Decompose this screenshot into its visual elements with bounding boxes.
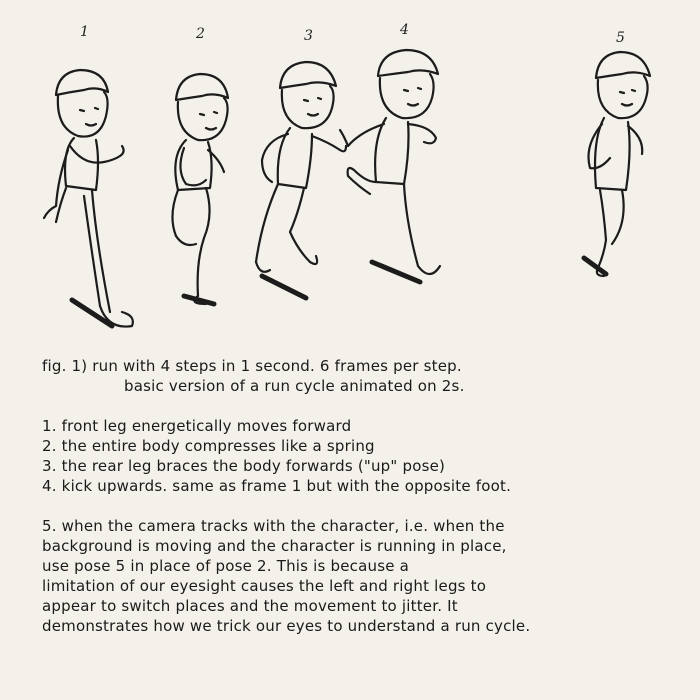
frame-number-3: 3 [304, 28, 313, 44]
run-cycle-sketch [0, 0, 700, 340]
caption-title-line-1: fig. 1) run with 4 steps in 1 second. 6 frames per step. [42, 357, 462, 375]
frame-number-5: 5 [616, 30, 625, 46]
note-line-2: background is moving and the character is running in place, [42, 537, 507, 555]
runner-pose-4 [340, 50, 440, 282]
figure-caption [42, 356, 682, 636]
frame-number-4: 4 [400, 22, 409, 38]
frame-number-1: 1 [80, 24, 89, 40]
runner-pose-1 [44, 70, 133, 327]
note-line-6: demonstrates how we trick our eyes to understand a run cycle. [42, 617, 531, 635]
step-3-text: 3. the rear leg braces the body forwards ("up" pose) [42, 457, 446, 475]
step-2-text: 2. the entire body compresses like a spring [42, 437, 375, 455]
step-1-text: 1. front leg energetically moves forward [42, 417, 352, 435]
note-line-4: limitation of our eyesight causes the left and right legs to [42, 577, 487, 595]
note-line-5: appear to switch places and the movement to jitter. It [42, 597, 458, 615]
runner-pose-3 [256, 62, 346, 298]
caption-title-line-2: basic version of a run cycle animated on 2s. [124, 377, 465, 395]
runner-pose-5 [584, 52, 650, 276]
note-line-1: 5. when the camera tracks with the character, i.e. when the [42, 517, 505, 535]
step-4-text: 4. kick upwards. same as frame 1 but with the opposite foot. [42, 477, 512, 495]
frame-number-2: 2 [196, 26, 205, 42]
runner-pose-2 [172, 74, 228, 304]
note-line-3: use pose 5 in place of pose 2. This is because a [42, 557, 409, 575]
